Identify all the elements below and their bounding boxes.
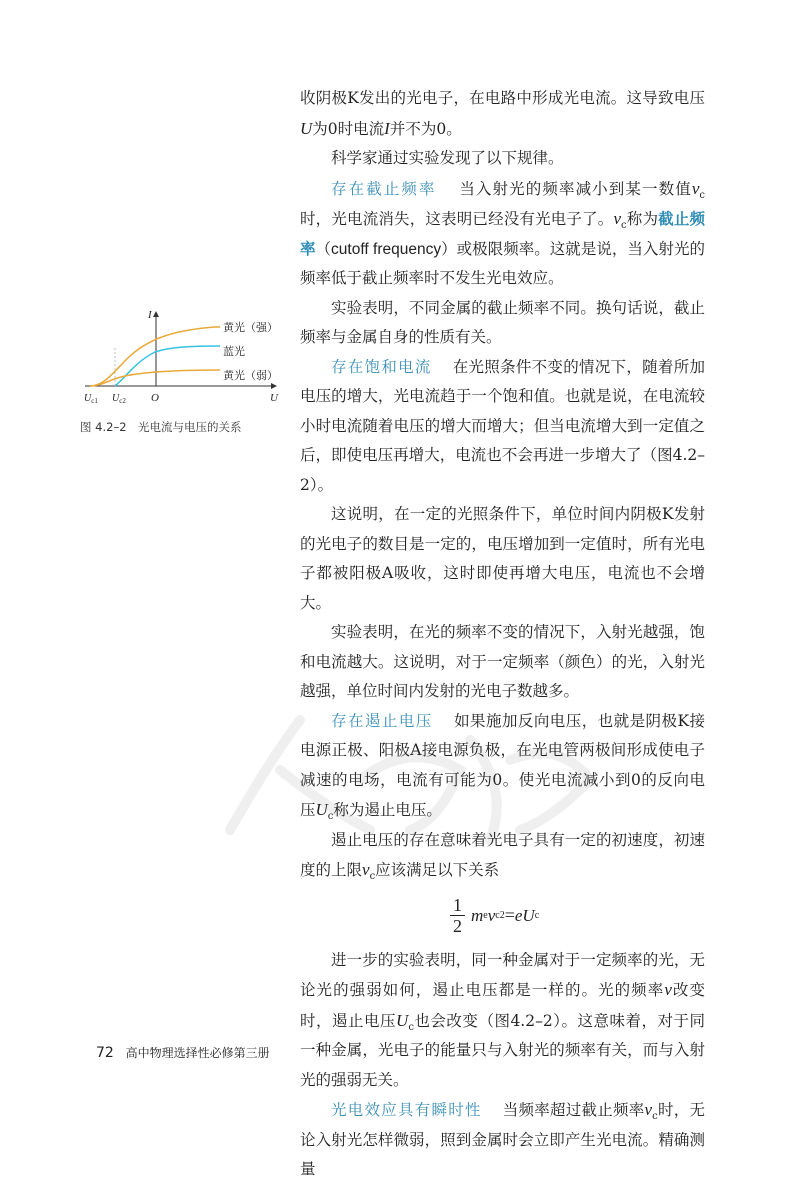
paragraph-intensity: 实验表明，在光的频率不变的情况下，入射光越强，饱和电流越大。这说明，对于一定频率（颜色）的光，入射光越强，单位时间内发射的光电子数越多。 <box>300 623 705 700</box>
paragraph-initial-velocity: 遏止电压的存在意味着光电子具有一定的初速度，初速度的上限$v_c$应该满足以下关系 <box>300 830 705 883</box>
keyword-heading: 存在截止频率 <box>331 179 437 198</box>
axis-label-u: U <box>270 392 278 404</box>
paragraph-saturation-current: 存在饱和电流 在光照条件不变的情况下，随着所加电压的增大，光电流趋于一个饱和值。也就是说，在电流较小时电流随着电压的增大而增大；但当电流增大到一定值之后，即使电压再增大，电流也不会再进一步增大了（图4.2–2）。 <box>300 357 705 494</box>
axis-label-i: I <box>148 309 152 321</box>
paragraph-intro: 科学家通过实验发现了以下规律。 <box>331 149 564 167</box>
page-footer <box>96 1044 270 1061</box>
paragraph-continuation: 收阴极K发出的光电子，在电路中形成光电流。这导致电压U为0时电流I并不为0。 <box>300 89 705 138</box>
paragraph-cutoff-frequency: 存在截止频率 当入射光的频率减小到某一数值$\nu_c$时，光电流消失，这表明已经没有光电子了。$\nu_c$称为截止频率（cutoff frequency）或极限频率。这就是说，当入射光的频率低于截止频率时不发生光电效应。 <box>300 178 705 287</box>
legend-yellow-weak: 黄光（弱） <box>223 369 278 382</box>
origin-label: O <box>151 392 159 404</box>
body-text-column <box>300 84 705 1185</box>
legend-blue: 蓝光 <box>223 345 245 358</box>
term-cutoff-frequency: 截止频率 <box>300 210 705 258</box>
energy-formula: $\frac{1}{2}$ m e v c 2 = eU c <box>300 886 705 946</box>
curve-yellow-weak <box>90 370 220 386</box>
page-number: 72 <box>96 1045 114 1061</box>
paragraph-instantaneity: 光电效应具有瞬时性 当频率超过截止频率$\nu_c$时，无论入射光怎样微弱，照到金属时会立即产生光电流。精确测量 <box>300 1100 705 1178</box>
keyword-heading: 光电效应具有瞬时性 <box>331 1101 482 1119</box>
curve-blue <box>115 346 220 386</box>
keyword-heading: 存在遏止电压 <box>331 711 433 730</box>
uc1-label: $U_{c1}$ <box>84 393 98 405</box>
keyword-heading: 存在饱和电流 <box>331 357 432 376</box>
legend-yellow-strong: 黄光（强） <box>223 321 278 334</box>
fraction-one-half: $\frac{1}{2}$ <box>450 895 465 936</box>
uc2-label: $U_{c2}$ <box>112 393 126 405</box>
curve-yellow-strong <box>90 327 220 386</box>
paragraph-metal-dependence: 实验表明，不同金属的截止频率不同。换句话说，截止频率与金属自身的性质有关。 <box>300 298 705 346</box>
paragraph-stopping-voltage: 存在遏止电压 如果施加反向电压，也就是阴极K接电源正极、阳极A接电源负极，在光电管两极间形成使电子减速的电场，电流有可能为0。使光电流减小到0的反向电压$U_c$称为遏止电压。 <box>300 711 705 823</box>
paragraph-explanation: 这说明，在一定的光照条件下，单位时间内阴极K发射的光电子的数目是一定的，电压增加到一定值时，所有光电子都被阳极A吸收，这时即使再增大电压，电流也不会增大。 <box>300 505 705 612</box>
book-title: 高中物理选择性必修第三册 <box>125 1046 270 1060</box>
paragraph-frequency-dependence: 进一步的实验表明，同一种金属对于一定频率的光，无论光的强弱如何，遏止电压都是一样的。光的频率ν改变时，遏止电压$U_c$也会改变（图4.2–2）。这意味着，对于同一种金属，光电子的能量只与入射光的频率有关，而与入射光的强弱无关。 <box>300 950 705 1089</box>
figure-caption: 图 4.2–2 光电流与电压的关系 <box>80 420 242 434</box>
